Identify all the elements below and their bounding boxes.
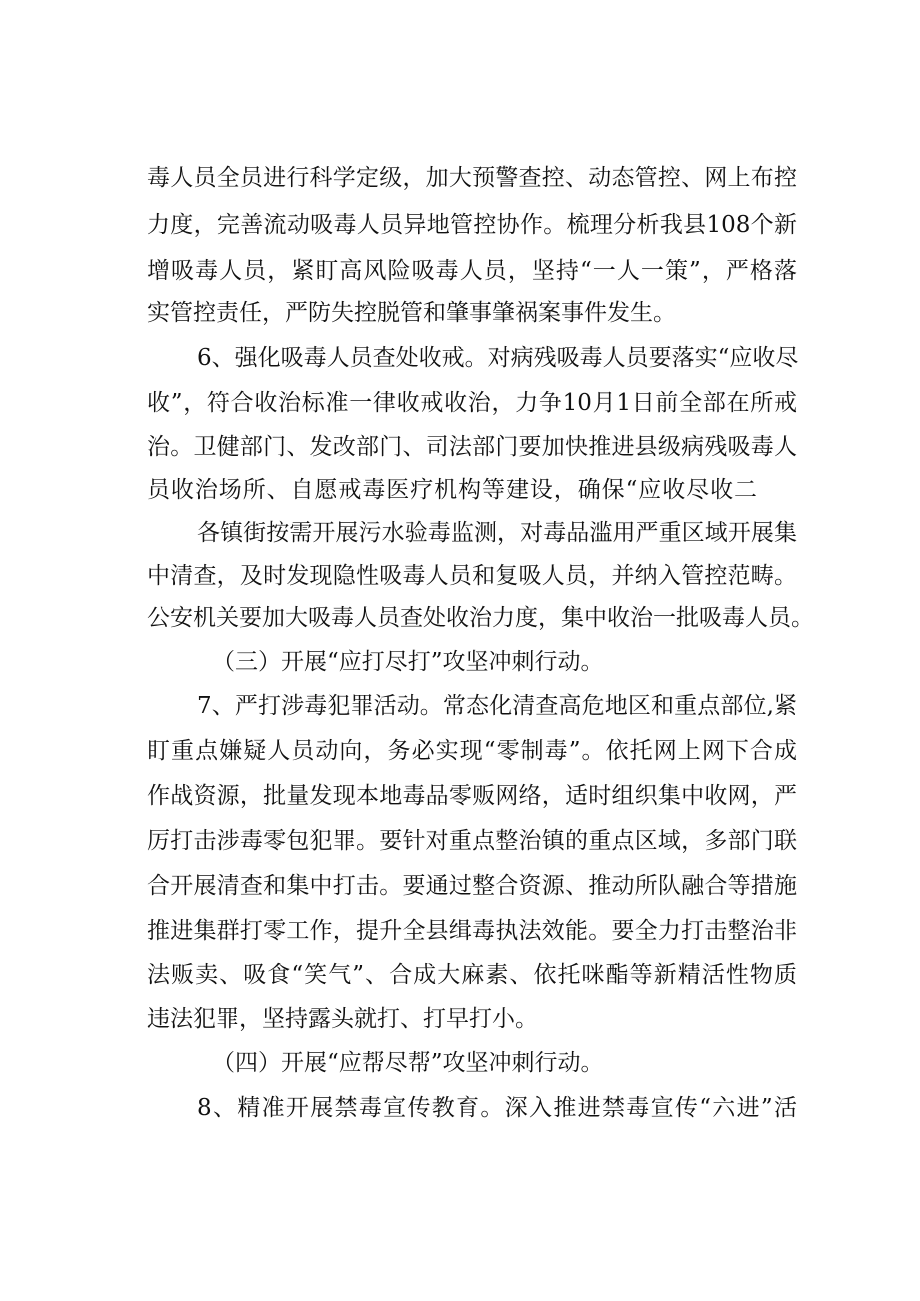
body-text-line: 7、严打涉毒犯罪活动。常态化清查高危地区和重点部位,紧: [197, 693, 797, 719]
body-text-line: 违法犯罪，坚持露头就打、打早打小。: [147, 1006, 538, 1032]
body-text-line: 盯重点嫌疑人员动向，务必实现“零制毒”。依托网上网下合成: [147, 738, 797, 764]
body-text-line: 8、精准开展禁毒宣传教育。深入推进禁毒宣传“六进”活: [197, 1095, 797, 1121]
body-text-line: 推进集群打零工作，提升全县缉毒执法效能。要全力打击整治非: [147, 918, 797, 944]
body-text-line: 增吸毒人员，紧盯高风险吸毒人员，坚持“一人一策”，严格落: [147, 258, 797, 284]
body-text-line: 6、强化吸毒人员查处收戒。对病残吸毒人员要落实“应收尽: [197, 345, 799, 371]
body-text-line: 合开展清查和集中打击。要通过整合资源、推动所队融合等措施: [147, 873, 797, 899]
body-text-line: 公安机关要加大吸毒人员查处收治力度，集中收治一批吸毒人员。: [147, 605, 814, 631]
body-text-line: 厉打击涉毒零包犯罪。要针对重点整治镇的重点区域，多部门联: [147, 828, 797, 854]
body-text-line: 力度，完善流动吸毒人员异地管控协作。梳理分析我县108个新: [147, 212, 797, 238]
section-heading: （三）开展“应打尽打”攻坚冲刺行动。: [212, 649, 604, 675]
body-text-line: 毒人员全员进行科学定级，加大预警查控、动态管控、网上布控: [147, 165, 797, 191]
body-text-line: 实管控责任，严防失控脱管和肇事肇祸案事件发生。: [147, 300, 676, 326]
section-heading: （四）开展“应帮尽帮”攻坚冲刺行动。: [212, 1050, 604, 1076]
body-text-line: 员收治场所、自愿戒毒医疗机构等建设，确保“应收尽收二: [147, 477, 757, 503]
body-text-line: 治。卫健部门、发改部门、司法部门要加快推进县级病残吸毒人: [147, 434, 797, 460]
body-text-line: 法贩卖、吸食“笑气”、合成大麻素、依托咪酯等新精活性物质: [147, 962, 797, 988]
body-text-line: 各镇街按需开展污水验毒监测，对毒品滥用严重区域开展集: [197, 520, 797, 546]
body-text-line: 中清查，及时发现隐性吸毒人员和复吸人员，并纳入管控范畴。: [147, 563, 797, 589]
body-text-line: 收”，符合收治标准一律收戒收治，力争10月1日前全部在所戒: [147, 390, 797, 416]
body-text-line: 作战资源，批量发现本地毒品零贩网络，适时组织集中收网，严: [147, 783, 797, 809]
